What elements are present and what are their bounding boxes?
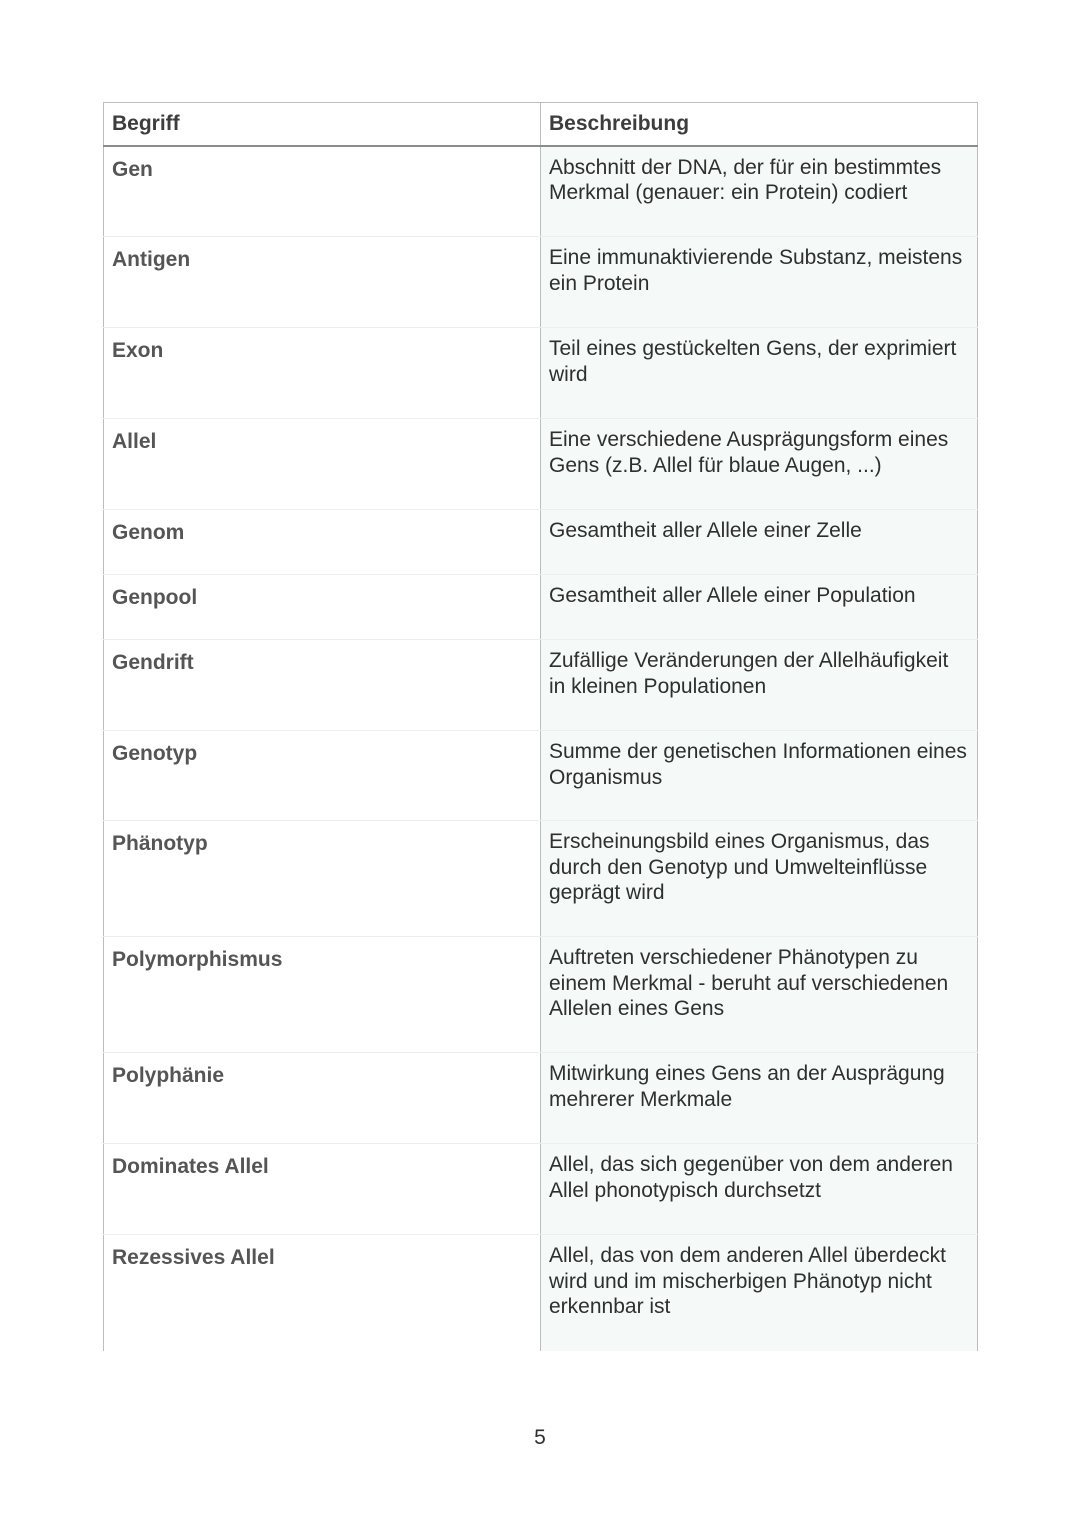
description-cell: Summe der genetischen Informationen eines Organismus [541, 731, 978, 821]
table-row [104, 146, 978, 237]
table-row [104, 328, 978, 419]
description-cell: Eine verschiedene Ausprägungsform eines Gens (z.B. Allel für blaue Augen, ...) [541, 419, 978, 510]
term-cell: Allel [104, 419, 541, 510]
page-number: 5 [534, 1426, 546, 1449]
term-cell: Polymorphismus [104, 937, 541, 1053]
description-cell: Teil eines gestückelten Gens, der exprimiert wird [541, 328, 978, 419]
description-cell: Erscheinungsbild eines Organismus, das durch den Genotyp und Umwelteinflüsse geprägt wird [541, 821, 978, 937]
table-row [104, 1144, 978, 1235]
description-cell: Allel, das sich gegenüber von dem anderen Allel phonotypisch durchsetzt [541, 1144, 978, 1235]
table-header-row [104, 103, 978, 146]
description-cell: Mitwirkung eines Gens an der Ausprägung mehrerer Merkmale [541, 1053, 978, 1144]
table-row [104, 640, 978, 731]
table-row [104, 419, 978, 510]
table-row [104, 510, 978, 575]
column-header-description: Beschreibung [541, 103, 978, 146]
term-cell: Genom [104, 510, 541, 575]
term-cell: Exon [104, 328, 541, 419]
term-cell: Dominates Allel [104, 1144, 541, 1235]
term-cell: Gendrift [104, 640, 541, 731]
term-cell: Antigen [104, 237, 541, 328]
description-cell: Gesamtheit aller Allele einer Zelle [541, 510, 978, 575]
term-cell: Genpool [104, 575, 541, 640]
glossary-table [103, 102, 978, 1351]
table-row [104, 731, 978, 821]
table-row [104, 937, 978, 1053]
description-cell: Zufällige Veränderungen der Allelhäufigkeit in kleinen Populationen [541, 640, 978, 731]
term-cell: Polyphänie [104, 1053, 541, 1144]
table-row [104, 237, 978, 328]
description-cell: Allel, das von dem anderen Allel überdeckt wird und im mischerbigen Phänotyp nicht erkennbar ist [541, 1235, 978, 1351]
description-cell: Eine immunaktivierende Substanz, meistens ein Protein [541, 237, 978, 328]
term-cell: Rezessives Allel [104, 1235, 541, 1351]
table-row [104, 575, 978, 640]
description-cell: Auftreten verschiedener Phänotypen zu einem Merkmal - beruht auf verschiedenen Allelen eines Gens [541, 937, 978, 1053]
term-cell: Gen [104, 146, 541, 237]
column-header-term: Begriff [104, 103, 541, 146]
table-row [104, 821, 978, 937]
description-cell: Abschnitt der DNA, der für ein bestimmtes Merkmal (genauer: ein Protein) codiert [541, 146, 978, 237]
table-row [104, 1235, 978, 1351]
term-cell: Genotyp [104, 731, 541, 821]
description-cell: Gesamtheit aller Allele einer Population [541, 575, 978, 640]
term-cell: Phänotyp [104, 821, 541, 937]
table-row [104, 1053, 978, 1144]
